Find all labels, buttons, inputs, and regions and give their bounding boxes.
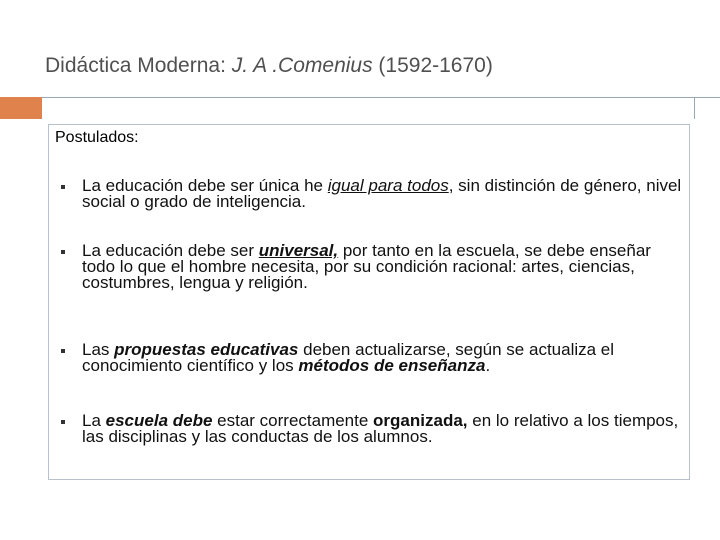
bullet-text-run: La bbox=[82, 411, 106, 430]
bullet-text-run: , sin distinción de género, nivel social o grado de inteligencia. bbox=[82, 176, 682, 211]
bullet-text bbox=[82, 342, 682, 374]
bullet-marker-icon bbox=[61, 420, 65, 424]
title-years: (1592-1670) bbox=[372, 54, 493, 77]
bullet-marker-icon bbox=[61, 185, 65, 189]
bullet-marker-icon bbox=[61, 250, 65, 254]
bullet-text bbox=[82, 243, 682, 291]
box-heading: Postulados: bbox=[55, 129, 139, 146]
bullet-text-run: universal, bbox=[258, 241, 339, 260]
bullet-text-run: estar correctamente bbox=[212, 411, 374, 430]
bullet-text-run: métodos de enseñanza bbox=[298, 356, 486, 375]
divider-line bbox=[42, 97, 720, 98]
bullet-text-run: por tanto en la escuela, se debe enseñar todo lo que el hombre necesita, por su condición racional: artes, ciencias, costumbres, lengua y religión. bbox=[82, 241, 651, 292]
bullet-text-run: escuela debe bbox=[105, 411, 213, 430]
content-box bbox=[48, 124, 690, 480]
slide-title bbox=[45, 54, 493, 78]
bullet-text-run: organizada, bbox=[373, 411, 468, 430]
bullet-text-run: propuestas educativas bbox=[114, 340, 299, 359]
title-divider bbox=[0, 97, 720, 119]
title-author: J. A .Comenius bbox=[231, 54, 373, 77]
accent-block bbox=[0, 97, 42, 119]
bullet-text-run: deben actualizarse, según se actualiza el conocimiento científico y los bbox=[82, 340, 615, 375]
bullet-text bbox=[82, 178, 682, 210]
bullet-text-run: La educación debe ser única he bbox=[82, 176, 328, 195]
bullet-marker-icon bbox=[61, 349, 65, 353]
title-prefix: Didáctica Moderna: bbox=[45, 54, 232, 77]
divider-tick bbox=[694, 97, 695, 119]
bullet-text-run: Las bbox=[82, 340, 115, 359]
bullet-text-run: en lo relativo a los tiempos, las disciplinas y las conductas de los alumnos. bbox=[82, 411, 679, 446]
bullet-text bbox=[82, 413, 682, 445]
bullet-text-run: igual para todos bbox=[327, 176, 449, 195]
bullet-text-run: . bbox=[485, 356, 491, 375]
bullet-text-run: La educación debe ser bbox=[82, 241, 259, 260]
